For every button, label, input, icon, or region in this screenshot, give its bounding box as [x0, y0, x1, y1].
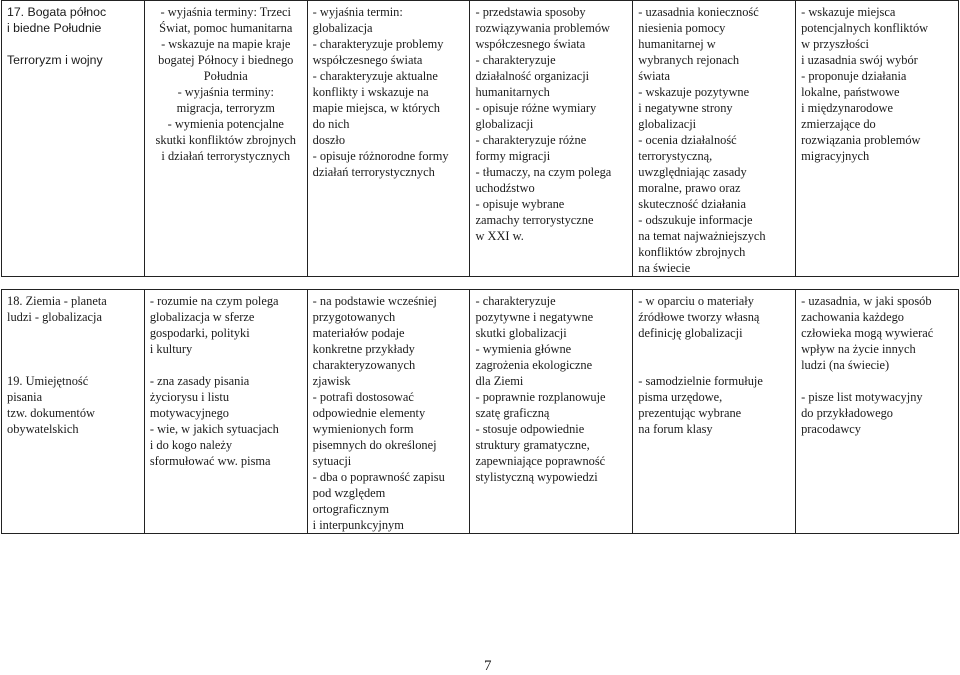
- cell-line: życiorysu i listu: [149, 390, 230, 404]
- requirement-cell: [470, 290, 633, 534]
- cell-spacer: [7, 36, 139, 52]
- topic-cell: [2, 290, 145, 534]
- cell-line: - wyjaśnia terminy:: [177, 85, 274, 99]
- table-row: [2, 290, 959, 534]
- cell-line: obywatelskich: [7, 422, 79, 436]
- cell-line: świata: [638, 69, 670, 83]
- cell-line: zapewniające poprawność: [475, 454, 606, 468]
- cell-line: w przyszłości: [801, 37, 869, 51]
- cell-line: Terroryzm i wojny: [7, 53, 103, 67]
- cell-line: źródłowe tworzy własną: [638, 310, 760, 324]
- cell-line: gospodarki, polityki: [149, 326, 250, 340]
- cell-line: - charakteryzuje aktualne: [312, 69, 438, 83]
- cell-line: - opisuje różne wymiary: [475, 101, 597, 115]
- cell-line: charakteryzowanych: [312, 358, 416, 372]
- requirement-cell: [633, 290, 796, 534]
- cell-line: - wymienia główne: [475, 342, 572, 356]
- cell-line: - poprawnie rozplanowuje: [475, 390, 606, 404]
- topic-cell: [2, 1, 145, 277]
- cell-line: do nich: [312, 117, 350, 131]
- cell-line: - opisuje różnorodne formy: [312, 149, 449, 163]
- cell-line: - rozumie na czym polega: [149, 294, 279, 308]
- cell-line: - uzasadnia, w jaki sposób: [801, 294, 932, 308]
- cell-line: działalność organizacji: [475, 69, 590, 83]
- cell-line: doszło: [312, 133, 346, 147]
- cell-line: i interpunkcyjnym: [312, 518, 404, 532]
- cell-line: sytuacji: [312, 454, 352, 468]
- cell-line: - ocenia działalność: [638, 133, 737, 147]
- requirement-cell: [144, 1, 307, 277]
- requirement-cell: [796, 290, 959, 534]
- cell-line: globalizacja: [312, 21, 373, 35]
- cell-line: - potrafi dostosować: [312, 390, 414, 404]
- cell-line: - wie, w jakich sytuacjach: [149, 422, 279, 436]
- cell-line: skutki konfliktów zbrojnych: [155, 133, 296, 147]
- cell-spacer: [801, 373, 953, 389]
- cell-line: bogatej Północy i biednego: [158, 53, 294, 67]
- cell-line: tzw. dokumentów: [7, 406, 95, 420]
- cell-line: na temat najważniejszych: [638, 229, 766, 243]
- cell-line: - pisze list motywacyjny: [801, 390, 923, 404]
- requirement-cell: [307, 1, 470, 277]
- cell-line: - uzasadnia konieczność: [638, 5, 759, 19]
- cell-line: i uzasadnia swój wybór: [801, 53, 918, 67]
- requirements-table-bottom: [1, 289, 959, 534]
- cell-line: uchodźstwo: [475, 181, 535, 195]
- cell-spacer: [7, 357, 139, 373]
- cell-line: - wskazuje pozytywne: [638, 85, 750, 99]
- cell-line: ortograficznym: [312, 502, 390, 516]
- cell-line: pisemnych do określonej: [312, 438, 437, 452]
- cell-line: - tłumaczy, na czym polega: [475, 165, 612, 179]
- cell-line: i biedne Południe: [7, 21, 102, 35]
- requirement-cell: [633, 1, 796, 277]
- cell-line: potencjalnych konfliktów: [801, 21, 929, 35]
- cell-line: zamachy terrorystyczne: [475, 213, 594, 227]
- page-number: 7: [484, 658, 492, 674]
- cell-line: rozwiązywania problemów: [475, 21, 611, 35]
- requirements-table-top: [1, 0, 959, 277]
- cell-line: na forum klasy: [638, 422, 713, 436]
- cell-line: rozwiązania problemów: [801, 133, 921, 147]
- cell-line: uwzględniając zasady: [638, 165, 747, 179]
- cell-line: sformułować ww. pisma: [149, 454, 271, 468]
- cell-line: przygotowanych: [312, 310, 396, 324]
- cell-line: niesienia pomocy: [638, 21, 726, 35]
- cell-line: - opisuje wybrane: [475, 197, 565, 211]
- cell-line: pisma urzędowe,: [638, 390, 723, 404]
- cell-line: - charakteryzuje: [475, 53, 556, 67]
- cell-line: konfliktów zbrojnych: [638, 245, 746, 259]
- cell-line: konflikty i wskazuje na: [312, 85, 429, 99]
- cell-line: humanitarnych: [475, 85, 550, 99]
- cell-line: i kultury: [149, 342, 193, 356]
- cell-spacer: [7, 325, 139, 357]
- cell-line: szatę graficzną: [475, 406, 550, 420]
- cell-line: - na podstawie wcześniej: [312, 294, 437, 308]
- cell-line: i działań terrorystycznych: [161, 149, 291, 163]
- cell-line: - dba o poprawność zapisu: [312, 470, 445, 484]
- cell-line: skutki globalizacji: [475, 326, 567, 340]
- cell-line: pisania: [7, 390, 43, 404]
- cell-line: na świecie: [638, 261, 691, 275]
- cell-line: zagrożenia ekologiczne: [475, 358, 593, 372]
- cell-line: pozytywne i negatywne: [475, 310, 594, 324]
- cell-line: - charakteryzuje: [475, 294, 556, 308]
- cell-line: pod względem: [312, 486, 386, 500]
- cell-line: mapie miejsca, w których: [312, 101, 440, 115]
- cell-line: wpływ na życie innych: [801, 342, 916, 356]
- cell-line: - charakteryzuje problemy: [312, 37, 444, 51]
- cell-line: materiałów podaje: [312, 326, 405, 340]
- cell-line: migracyjnych: [801, 149, 870, 163]
- cell-line: - odszukuje informacje: [638, 213, 753, 227]
- cell-line: - wyjaśnia termin:: [312, 5, 403, 19]
- cell-line: współczesnego świata: [475, 37, 586, 51]
- cell-line: globalizacja w sferze: [149, 310, 255, 324]
- cell-line: - proponuje działania: [801, 69, 907, 83]
- requirement-cell: [307, 290, 470, 534]
- cell-line: terrorystyczną,: [638, 149, 713, 163]
- requirement-cell: [144, 290, 307, 534]
- cell-line: - zna zasady pisania: [149, 374, 250, 388]
- cell-line: definicję globalizacji: [638, 326, 743, 340]
- cell-line: wymienionych form: [312, 422, 414, 436]
- cell-line: struktury gramatyczne,: [475, 438, 590, 452]
- cell-line: humanitarnej w: [638, 37, 716, 51]
- cell-line: zmierzające do: [801, 117, 876, 131]
- cell-line: i do kogo należy: [149, 438, 233, 452]
- cell-line: - wskazuje na mapie kraje: [161, 37, 291, 51]
- cell-line: Świat, pomoc humanitarna: [159, 21, 293, 35]
- cell-line: globalizacji: [638, 117, 697, 131]
- cell-line: Południa: [203, 69, 248, 83]
- cell-line: - stosuje odpowiednie: [475, 422, 585, 436]
- cell-line: motywacyjnego: [149, 406, 230, 420]
- cell-line: prezentując wybrane: [638, 406, 742, 420]
- cell-line: człowieka mogą wywierać: [801, 326, 934, 340]
- cell-line: dla Ziemi: [475, 374, 524, 388]
- cell-line: zjawisk: [312, 374, 351, 388]
- cell-line: działań terrorystycznych: [312, 165, 435, 179]
- cell-line: skuteczność działania: [638, 197, 746, 211]
- cell-spacer: [638, 341, 790, 373]
- cell-line: zachowania każdego: [801, 310, 904, 324]
- cell-line: ludzi - globalizacja: [7, 310, 102, 324]
- cell-line: moralne, prawo oraz: [638, 181, 741, 195]
- cell-line: do przykładowego: [801, 406, 893, 420]
- cell-line: w XXI w.: [475, 229, 524, 243]
- cell-line: ludzi (na świecie): [801, 358, 890, 372]
- cell-line: lokalne, państwowe: [801, 85, 900, 99]
- requirement-cell: [796, 1, 959, 277]
- cell-line: formy migracji: [475, 149, 551, 163]
- cell-line: - charakteryzuje różne: [475, 133, 587, 147]
- cell-line: 19. Umiejętność: [7, 374, 89, 388]
- cell-line: migracja, terroryzm: [176, 101, 275, 115]
- cell-line: - wymienia potencjalne: [167, 117, 284, 131]
- cell-spacer: [150, 357, 302, 373]
- cell-line: i międzynarodowe: [801, 101, 893, 115]
- cell-line: 17. Bogata północ: [7, 5, 107, 19]
- cell-line: 18. Ziemia - planeta: [7, 294, 107, 308]
- cell-line: globalizacji: [475, 117, 534, 131]
- table-row: [2, 1, 959, 277]
- cell-line: współczesnego świata: [312, 53, 423, 67]
- cell-line: - wskazuje miejsca: [801, 5, 896, 19]
- cell-line: - przedstawia sposoby: [475, 5, 586, 19]
- cell-line: pracodawcy: [801, 422, 861, 436]
- requirement-cell: [470, 1, 633, 277]
- cell-line: - w oparciu o materiały: [638, 294, 754, 308]
- cell-line: - wyjaśnia terminy: Trzeci: [160, 5, 291, 19]
- cell-line: konkretne przykłady: [312, 342, 415, 356]
- cell-line: - samodzielnie formułuje: [638, 374, 763, 388]
- cell-line: stylistyczną wypowiedzi: [475, 470, 598, 484]
- cell-line: i negatywne strony: [638, 101, 733, 115]
- cell-line: wybranych rejonach: [638, 53, 740, 67]
- cell-line: odpowiednie elementy: [312, 406, 426, 420]
